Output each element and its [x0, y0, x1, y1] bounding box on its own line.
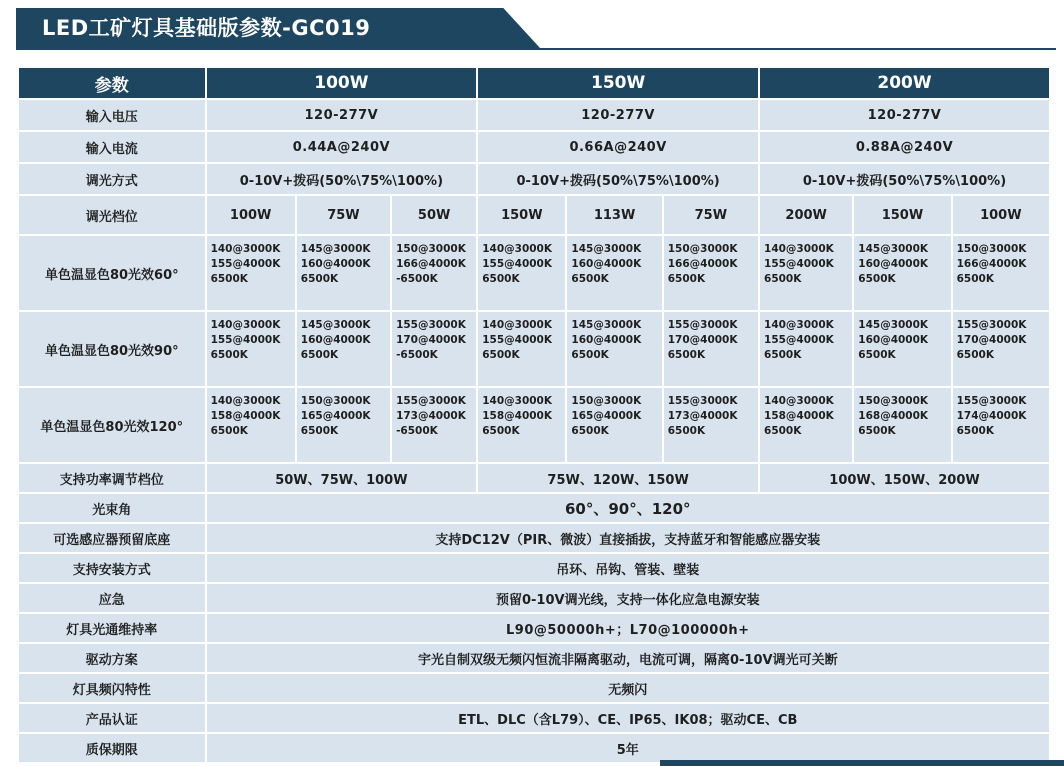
- input-voltage-150w: 120-277V: [478, 100, 758, 130]
- flicker-value: 无频闪: [207, 674, 1049, 702]
- efficacy-line: 166@4000K: [667, 258, 738, 270]
- efficacy-line: 170@4000K: [667, 334, 738, 346]
- efficacy-line: 166@4000K: [956, 258, 1027, 270]
- efficacy-line: 155@4000K: [482, 334, 552, 346]
- efficacy-line: 165@4000K: [300, 410, 371, 422]
- efficacy-line: 158@4000K: [764, 410, 834, 422]
- row-label: 质保期限: [19, 734, 205, 762]
- efficacy-line: 160@4000K: [300, 258, 371, 270]
- efficacy-line: 6500K: [858, 273, 896, 285]
- efficacy-cell: [478, 388, 565, 462]
- power-levels-150w: 75W、120W、150W: [478, 464, 758, 492]
- efficacy-cell: [297, 388, 390, 462]
- efficacy-line: 140@3000K: [764, 395, 834, 407]
- row-flicker: [19, 674, 1049, 702]
- driver-value: 宇光自制双级无频闪恒流非隔离驱动，电流可调，隔离0-10V调光可关断: [207, 644, 1049, 672]
- row-label: 产品认证: [19, 704, 205, 732]
- efficacy-line: 140@3000K: [210, 319, 281, 331]
- row-mounting: [19, 554, 1049, 582]
- power-levels-200w: 100W、150W、200W: [760, 464, 1049, 492]
- efficacy-line: 140@3000K: [482, 243, 552, 255]
- efficacy-line: 145@3000K: [858, 243, 929, 255]
- row-lumen-maintenance: [19, 614, 1049, 642]
- efficacy-line: 140@3000K: [482, 395, 552, 407]
- efficacy-line: 6500K: [764, 349, 802, 361]
- efficacy-line: 160@4000K: [300, 334, 371, 346]
- input-current-150w: 0.66A@240V: [478, 132, 758, 162]
- row-efficacy-120: [19, 388, 1049, 462]
- efficacy-line: 150@3000K: [571, 395, 642, 407]
- efficacy-line: 170@4000K: [396, 334, 466, 346]
- row-label: 调光档位: [19, 196, 205, 234]
- efficacy-cell: [207, 236, 295, 310]
- row-label: 支持功率调节档位: [19, 464, 205, 492]
- efficacy-cell: [207, 388, 295, 462]
- dimming-level: 150W: [478, 196, 565, 234]
- efficacy-line: 170@4000K: [956, 334, 1027, 346]
- header-150w: 150W: [478, 68, 758, 98]
- dimming-level: 100W: [207, 196, 295, 234]
- efficacy-line: 155@4000K: [764, 334, 834, 346]
- beam-angle-value: 60°、90°、120°: [207, 494, 1049, 522]
- title-underline: [16, 48, 1056, 50]
- row-label: 输入电流: [19, 132, 205, 162]
- row-label: 单色温显色80光效90°: [19, 312, 205, 386]
- efficacy-cell: [760, 388, 852, 462]
- efficacy-line: 6500K: [482, 425, 520, 437]
- dimming-level: 150W: [854, 196, 950, 234]
- power-levels-100w: 50W、75W、100W: [207, 464, 477, 492]
- row-warranty: [19, 734, 1049, 762]
- row-dimming-method: [19, 164, 1049, 194]
- row-label: 灯具频闪特性: [19, 674, 205, 702]
- dimming-level: 75W: [664, 196, 758, 234]
- input-current-100w: 0.44A@240V: [207, 132, 477, 162]
- efficacy-line: 145@3000K: [571, 243, 642, 255]
- efficacy-cell: [854, 388, 950, 462]
- efficacy-line: 140@3000K: [764, 243, 834, 255]
- efficacy-line: 140@3000K: [482, 319, 552, 331]
- efficacy-line: 150@3000K: [667, 243, 738, 255]
- row-label: 光束角: [19, 494, 205, 522]
- efficacy-cell: [297, 236, 390, 310]
- efficacy-line: 155@4000K: [482, 258, 552, 270]
- row-beam-angle: [19, 494, 1049, 522]
- efficacy-line: 6500K: [858, 425, 896, 437]
- efficacy-line: 145@3000K: [300, 319, 371, 331]
- efficacy-line: 145@3000K: [571, 319, 642, 331]
- dimming-level: 75W: [297, 196, 390, 234]
- row-label: 单色温显色80光效120°: [19, 388, 205, 462]
- row-label: 调光方式: [19, 164, 205, 194]
- efficacy-line: 6500K: [482, 349, 520, 361]
- header-param: 参数: [19, 68, 205, 98]
- efficacy-line: 6500K: [210, 425, 248, 437]
- efficacy-line: 6500K: [210, 349, 248, 361]
- efficacy-line: 158@4000K: [210, 410, 281, 422]
- header-100w: 100W: [207, 68, 477, 98]
- efficacy-line: 173@4000K: [396, 410, 466, 422]
- efficacy-cell: [953, 236, 1049, 310]
- efficacy-line: 166@4000K: [396, 258, 466, 270]
- efficacy-line: 155@3000K: [396, 395, 466, 407]
- efficacy-line: 150@3000K: [858, 395, 929, 407]
- efficacy-cell: [392, 312, 476, 386]
- efficacy-cell: [567, 236, 661, 310]
- efficacy-line: 150@3000K: [300, 395, 371, 407]
- certification-value: ETL、DLC（含L79）、CE、IP65、IK08；驱动CE、CB: [207, 704, 1049, 732]
- efficacy-cell: [664, 388, 758, 462]
- efficacy-line: 155@3000K: [667, 319, 738, 331]
- input-voltage-200w: 120-277V: [760, 100, 1049, 130]
- efficacy-cell: [478, 312, 565, 386]
- efficacy-cell: [760, 236, 852, 310]
- row-efficacy-60: [19, 236, 1049, 310]
- efficacy-line: 168@4000K: [858, 410, 929, 422]
- row-label: 输入电压: [19, 100, 205, 130]
- spec-table: [17, 66, 1051, 764]
- efficacy-line: 160@4000K: [858, 258, 929, 270]
- efficacy-cell: [567, 388, 661, 462]
- dimming-level: 200W: [760, 196, 852, 234]
- efficacy-cell: [297, 312, 390, 386]
- dimming-level: 113W: [567, 196, 661, 234]
- efficacy-line: 6500K: [956, 273, 994, 285]
- dimming-method-150w: 0-10V+拨码(50%\75%\100%): [478, 164, 758, 194]
- page-title: LED工矿灯具基础版参数-GC019: [42, 16, 371, 40]
- efficacy-line: -6500K: [396, 273, 438, 285]
- efficacy-line: 6500K: [300, 425, 339, 437]
- row-emergency: [19, 584, 1049, 612]
- efficacy-line: 150@3000K: [396, 243, 466, 255]
- efficacy-cell: [392, 236, 476, 310]
- input-voltage-100w: 120-277V: [207, 100, 477, 130]
- efficacy-line: 155@3000K: [396, 319, 466, 331]
- sensor-socket-value: 支持DC12V（PIR、微波）直接插拔，支持蓝牙和智能感应器安装: [207, 524, 1049, 552]
- efficacy-line: 6500K: [956, 425, 994, 437]
- efficacy-line: 140@3000K: [764, 319, 834, 331]
- warranty-value: 5年: [207, 734, 1049, 762]
- efficacy-line: -6500K: [396, 425, 438, 437]
- efficacy-cell: [664, 312, 758, 386]
- efficacy-line: 158@4000K: [482, 410, 552, 422]
- efficacy-line: 174@4000K: [956, 410, 1027, 422]
- efficacy-line: 173@4000K: [667, 410, 738, 422]
- efficacy-line: 140@3000K: [210, 395, 281, 407]
- efficacy-line: 6500K: [667, 273, 706, 285]
- row-power-levels: [19, 464, 1049, 492]
- efficacy-line: 6500K: [300, 273, 339, 285]
- efficacy-line: 6500K: [667, 349, 706, 361]
- dimming-method-200w: 0-10V+拨码(50%\75%\100%): [760, 164, 1049, 194]
- efficacy-cell: [478, 236, 565, 310]
- dimming-level: 100W: [953, 196, 1049, 234]
- efficacy-cell: [953, 388, 1049, 462]
- efficacy-line: 140@3000K: [210, 243, 281, 255]
- efficacy-line: 6500K: [571, 273, 609, 285]
- efficacy-line: 160@4000K: [858, 334, 929, 346]
- row-label: 支持安装方式: [19, 554, 205, 582]
- row-label: 驱动方案: [19, 644, 205, 672]
- mounting-value: 吊环、吊钩、管装、壁装: [207, 554, 1049, 582]
- row-label: 可选感应器预留底座: [19, 524, 205, 552]
- efficacy-cell: [392, 388, 476, 462]
- row-label: 灯具光通维持率: [19, 614, 205, 642]
- efficacy-cell: [760, 312, 852, 386]
- efficacy-line: 6500K: [667, 425, 706, 437]
- efficacy-cell: [854, 236, 950, 310]
- efficacy-line: 6500K: [571, 425, 609, 437]
- dimming-level: 50W: [392, 196, 476, 234]
- efficacy-line: 165@4000K: [571, 410, 642, 422]
- efficacy-line: 155@3000K: [956, 319, 1027, 331]
- emergency-value: 预留0-10V调光线，支持一体化应急电源安装: [207, 584, 1049, 612]
- efficacy-line: 6500K: [858, 349, 896, 361]
- efficacy-line: 6500K: [764, 273, 802, 285]
- row-input-voltage: [19, 100, 1049, 130]
- efficacy-line: 6500K: [210, 273, 248, 285]
- footer-accent-bar: [660, 760, 1064, 766]
- row-label: 单色温显色80光效60°: [19, 236, 205, 310]
- efficacy-line: 6500K: [482, 273, 520, 285]
- efficacy-line: 155@3000K: [956, 395, 1027, 407]
- dimming-method-100w: 0-10V+拨码(50%\75%\100%): [207, 164, 477, 194]
- row-driver: [19, 644, 1049, 672]
- row-certification: [19, 704, 1049, 732]
- efficacy-line: 6500K: [764, 425, 802, 437]
- efficacy-line: 155@3000K: [667, 395, 738, 407]
- efficacy-line: 6500K: [571, 349, 609, 361]
- efficacy-cell: [567, 312, 661, 386]
- lumen-maintenance-value: L90@50000h+；L70@100000h+: [207, 614, 1049, 642]
- efficacy-line: 145@3000K: [858, 319, 929, 331]
- efficacy-line: 160@4000K: [571, 258, 642, 270]
- row-input-current: [19, 132, 1049, 162]
- efficacy-line: 155@4000K: [210, 334, 281, 346]
- efficacy-line: -6500K: [396, 349, 438, 361]
- row-efficacy-90: [19, 312, 1049, 386]
- header-200w: 200W: [760, 68, 1049, 98]
- efficacy-line: 155@4000K: [210, 258, 281, 270]
- efficacy-line: 160@4000K: [571, 334, 642, 346]
- efficacy-cell: [207, 312, 295, 386]
- efficacy-line: 155@4000K: [764, 258, 834, 270]
- input-current-200w: 0.88A@240V: [760, 132, 1049, 162]
- efficacy-cell: [953, 312, 1049, 386]
- row-label: 应急: [19, 584, 205, 612]
- row-dimming-levels: [19, 196, 1049, 234]
- efficacy-line: 150@3000K: [956, 243, 1027, 255]
- efficacy-line: 6500K: [956, 349, 994, 361]
- efficacy-line: 6500K: [300, 349, 339, 361]
- efficacy-line: 145@3000K: [300, 243, 371, 255]
- header-row: [19, 68, 1049, 98]
- row-sensor-socket: [19, 524, 1049, 552]
- efficacy-cell: [664, 236, 758, 310]
- efficacy-cell: [854, 312, 950, 386]
